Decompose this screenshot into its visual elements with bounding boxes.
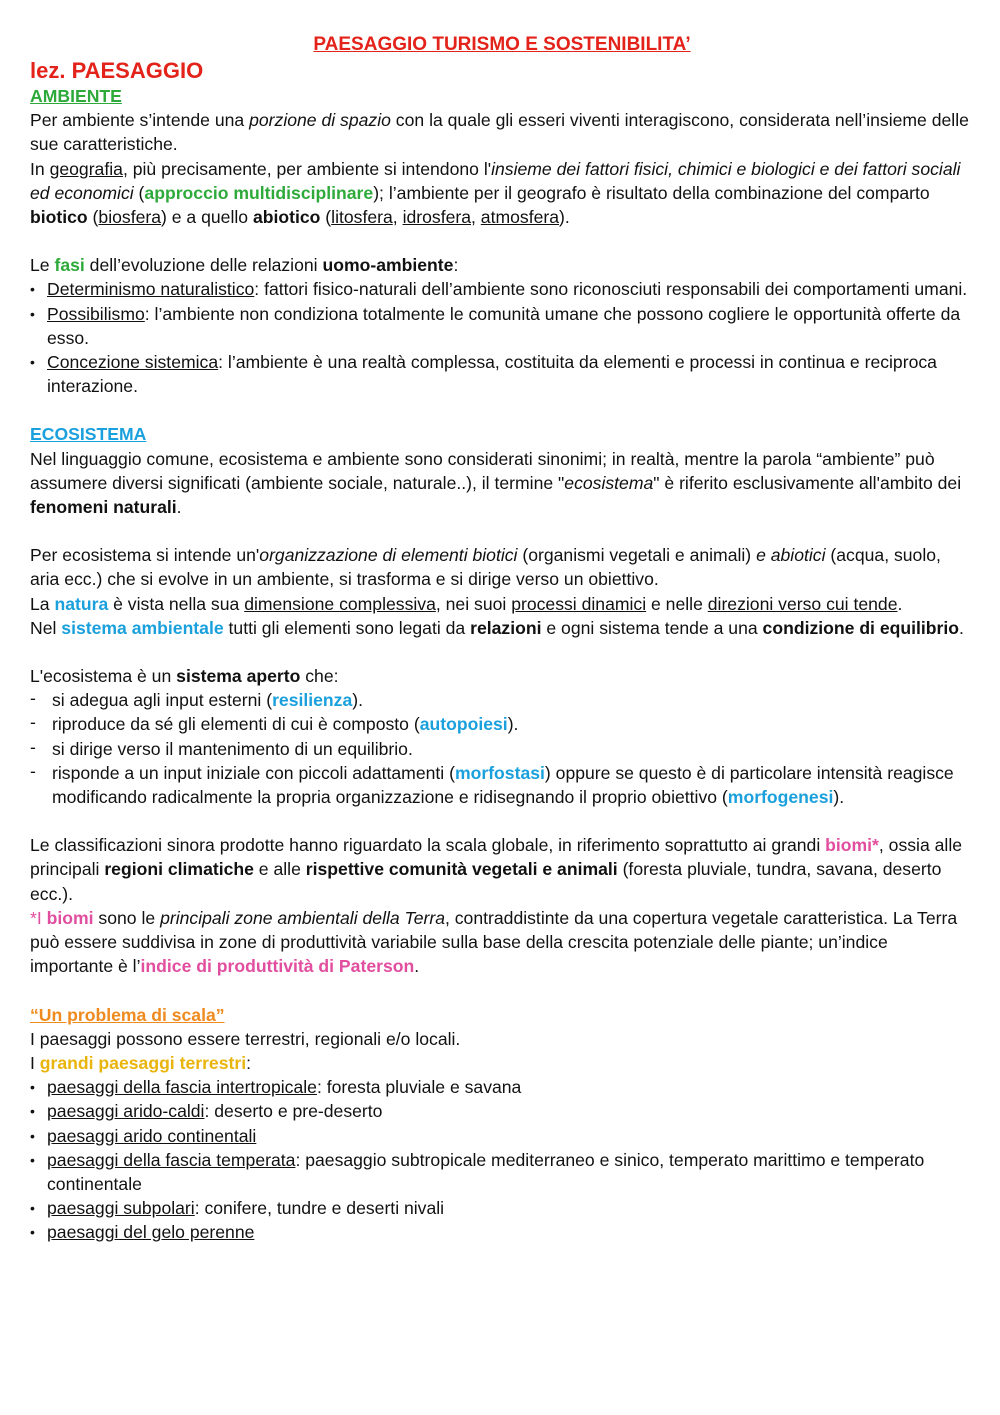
document-title: PAESAGGIO TURISMO E SOSTENIBILITA’ — [313, 34, 691, 55]
ecosistema-paragraph-3: La natura è vista nella sua dimensione complessiva, nei suoi processi dinamici e nelle direzioni verso cui tende. — [30, 593, 903, 614]
biomi-paragraph: Le classificazioni sinora prodotte hanno riguardato la scala globale, in riferimento soprattutto ai grandi biomi*, ossia alle principali regioni climatiche e alle rispettive comunità vegetali e animali (foresta pluviale, tundra, savana, deserto ecc.). — [30, 835, 963, 904]
list-item: • paesaggi della fascia temperata: paesaggio subtropicale mediterraneo e sinico, temperato marittimo e temperato continentale — [30, 1148, 974, 1196]
ambiente-paragraph-2: In geografia, più precisamente, per ambiente si intendono l'insieme dei fattori fisici, chimici e biologici e dei fattori sociali ed economici (approccio multidisciplinare); l’ambiente per il geografo è risultato della combinazione del comparto biotico (biosfera) e a quello abiotico (litosfera, idrosfera, atmosfera). — [30, 158, 961, 228]
section-heading-ambiente: AMBIENTE — [30, 86, 122, 106]
section-heading-ecosistema: ECOSISTEMA — [30, 424, 147, 445]
list-item: - risponde a un input iniziale con piccoli adattamenti (morfostasi) oppure se questo è di particolare intensità reagisce modificando radicalmente la propria organizzazione e ridisegnando il proprio obiettivo (morfogenesi). — [30, 761, 974, 809]
list-item: • paesaggi della fascia intertropicale: foresta pluviale e savana — [30, 1075, 974, 1099]
biomi-footnote: *I biomi sono le principali zone ambientali della Terra, contraddistinte da una copertura vegetale caratteristica. La Terra può essere suddivisa in zone di produttività variabile sulla base della crescita potenziale delle piante; un’indice importante è l’indice di produttività di Paterson. — [30, 907, 958, 977]
list-item: • paesaggi arido continentali — [30, 1124, 974, 1148]
fasi-list — [30, 277, 974, 398]
list-item: - si adegua agli input esterni (resilienza). — [30, 688, 974, 712]
list-item: • paesaggi del gelo perenne — [30, 1220, 974, 1244]
list-item: - si dirige verso il mantenimento di un equilibrio. — [30, 737, 974, 761]
sistema-aperto-intro: L'ecosistema è un sistema aperto che: — [30, 666, 339, 687]
fasi-intro: Le fasi dell’evoluzione delle relazioni uomo-ambiente: — [30, 255, 459, 276]
lesson-title: lez. PAESAGGIO — [30, 58, 204, 83]
document-page — [30, 32, 974, 1245]
list-item: • Possibilismo: l’ambiente non condiziona totalmente le comunità umane che possono cogliere le opportunità offerte da esso. — [30, 302, 974, 350]
scala-paragraph: I paesaggi possono essere terrestri, regionali e/o locali. — [30, 1028, 461, 1049]
section-heading-scala: “Un problema di scala” — [30, 1004, 225, 1025]
ecosistema-paragraph-2: Per ecosistema si intende un'organizzazione di elementi biotici (organismi vegetali e animali) e abiotici (acqua, suolo, aria ecc.) che si evolve in un ambiente, si trasforma e si dirige verso un obiettivo. — [30, 545, 941, 590]
list-item: • Determinismo naturalistico: fattori fisico-naturali dell’ambiente sono riconosciuti responsabili dei comportamenti umani. — [30, 277, 974, 301]
list-item: - riproduce da sé gli elementi di cui è composto (autopoiesi). — [30, 712, 974, 736]
grandi-paesaggi-list — [30, 1075, 974, 1244]
sistema-aperto-list — [30, 688, 974, 809]
list-item: • paesaggi subpolari: conifere, tundre e deserti nivali — [30, 1196, 974, 1220]
ecosistema-paragraph-4: Nel sistema ambientale tutti gli elementi sono legati da relazioni e ogni sistema tende a una condizione di equilibrio. — [30, 617, 964, 638]
ambiente-paragraph-1: Per ambiente s’intende una porzione di spazio con la quale gli esseri viventi interagiscono, considerata nell’insieme delle sue caratteristiche. — [30, 110, 969, 155]
list-item: • Concezione sistemica: l’ambiente è una realtà complessa, costituita da elementi e processi in continua e reciproca interazione. — [30, 350, 974, 398]
grandi-paesaggi-intro: I grandi paesaggi terrestri: — [30, 1052, 251, 1073]
ecosistema-paragraph-1: Nel linguaggio comune, ecosistema e ambiente sono considerati sinonimi; in realtà, mentre la parola “ambiente” può assumere diversi significati (ambiente sociale, naturale..), il termine "ecosistema" è riferito esclusivamente all'ambito dei fenomeni naturali. — [30, 448, 962, 518]
list-item: • paesaggi arido-caldi: deserto e pre-deserto — [30, 1099, 974, 1123]
